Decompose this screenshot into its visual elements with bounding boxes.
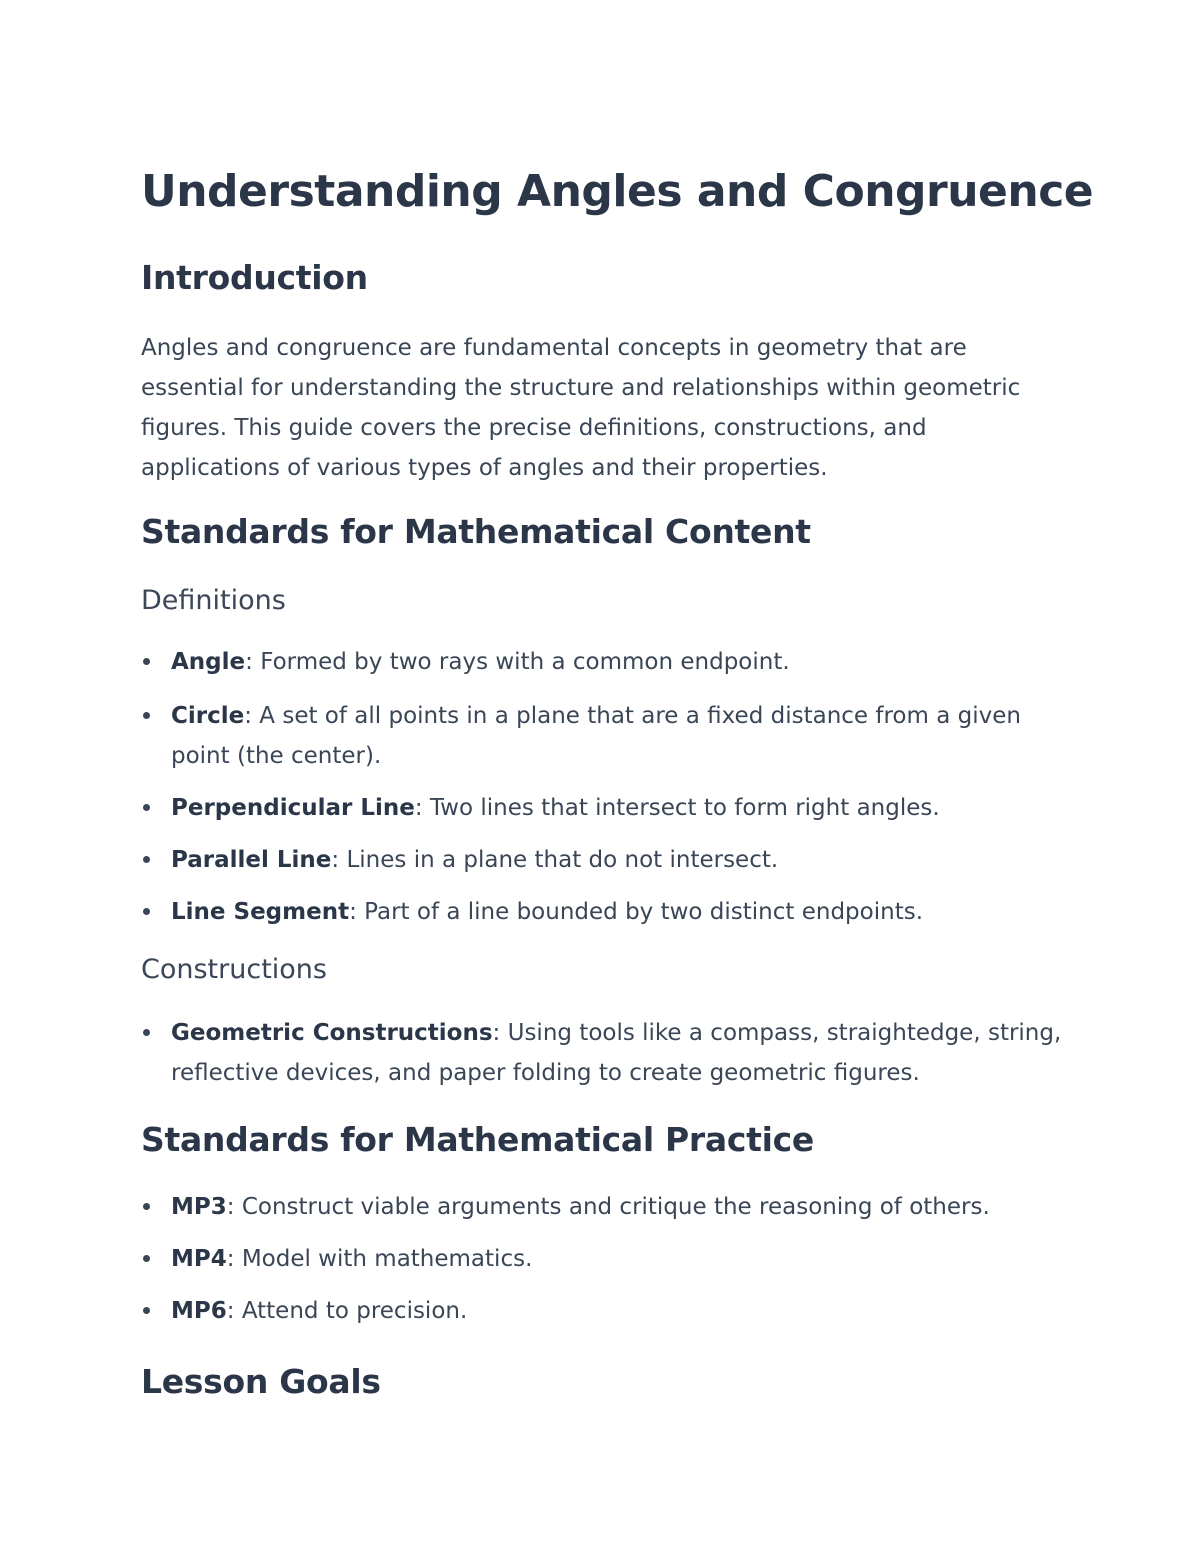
page-title: Understanding Angles and Congruence (141, 166, 1094, 217)
term-separator: : (331, 847, 347, 873)
content-standards-heading: Standards for Mathematical Content (141, 512, 811, 551)
term-separator: : (492, 1020, 508, 1046)
constructions-heading: Constructions (141, 954, 327, 985)
introduction-paragraph: Angles and congruence are fundamental concepts in geometry that are essential for understanding the structure and relationships within geometric figures. This guide covers the precise definitions, constructions, and applications of various types of angles and their properties. (141, 335, 1021, 481)
list-item (141, 1013, 1071, 1093)
practice-text: Model with mathematics. (241, 1246, 533, 1272)
bullet-icon (143, 1203, 150, 1210)
bullet-icon (143, 658, 150, 665)
definition-text: Formed by two rays with a common endpoint. (260, 649, 790, 675)
definition-text: Two lines that intersect to form right angles. (429, 795, 940, 821)
list-item (141, 892, 1071, 932)
constructions-list (141, 1013, 1071, 1093)
definition-term: Perpendicular Line (171, 795, 415, 821)
bullet-icon (143, 908, 150, 915)
introduction-heading: Introduction (141, 258, 368, 297)
bullet-icon (143, 712, 150, 719)
practice-code: MP4 (171, 1246, 227, 1272)
construction-term: Geometric Constructions (171, 1020, 493, 1046)
definition-text: A set of all points in a plane that are a fixed distance from a given point (the center). (171, 703, 1021, 769)
definition-term: Angle (171, 649, 246, 675)
bullet-icon (143, 856, 150, 863)
practice-text: Construct viable arguments and critique the reasoning of others. (241, 1194, 990, 1220)
list-item (141, 840, 1071, 880)
list-item (141, 1291, 1071, 1331)
list-item (141, 1187, 1071, 1227)
bullet-icon (143, 1255, 150, 1262)
construction-text: Using tools like a compass, straightedge, string, reflective devices, and paper folding to create geometric figures. (171, 1020, 1062, 1086)
definitions-list (141, 642, 1071, 932)
practice-text: Attend to precision. (241, 1298, 468, 1324)
definition-term: Parallel Line (171, 847, 332, 873)
definition-term: Circle (171, 703, 245, 729)
bullet-icon (143, 1307, 150, 1314)
practice-code: MP6 (171, 1298, 227, 1324)
practice-list (141, 1187, 1071, 1331)
term-separator: : (245, 649, 261, 675)
list-item (141, 788, 1071, 828)
definition-term: Line Segment (171, 899, 350, 925)
lesson-goals-heading: Lesson Goals (141, 1362, 381, 1401)
definition-text: Part of a line bounded by two distinct endpoints. (364, 899, 924, 925)
bullet-icon (143, 1029, 150, 1036)
term-separator: : (226, 1298, 242, 1324)
term-separator: : (226, 1246, 242, 1272)
bullet-icon (143, 804, 150, 811)
definitions-heading: Definitions (141, 585, 286, 616)
term-separator: : (414, 795, 430, 821)
practice-code: MP3 (171, 1194, 227, 1220)
list-item (141, 642, 1071, 682)
term-separator: : (226, 1194, 242, 1220)
practice-standards-heading: Standards for Mathematical Practice (141, 1120, 814, 1159)
list-item (141, 696, 1071, 776)
term-separator: : (349, 899, 365, 925)
list-item (141, 1239, 1071, 1279)
term-separator: : (244, 703, 260, 729)
definition-text: Lines in a plane that do not intersect. (346, 847, 779, 873)
